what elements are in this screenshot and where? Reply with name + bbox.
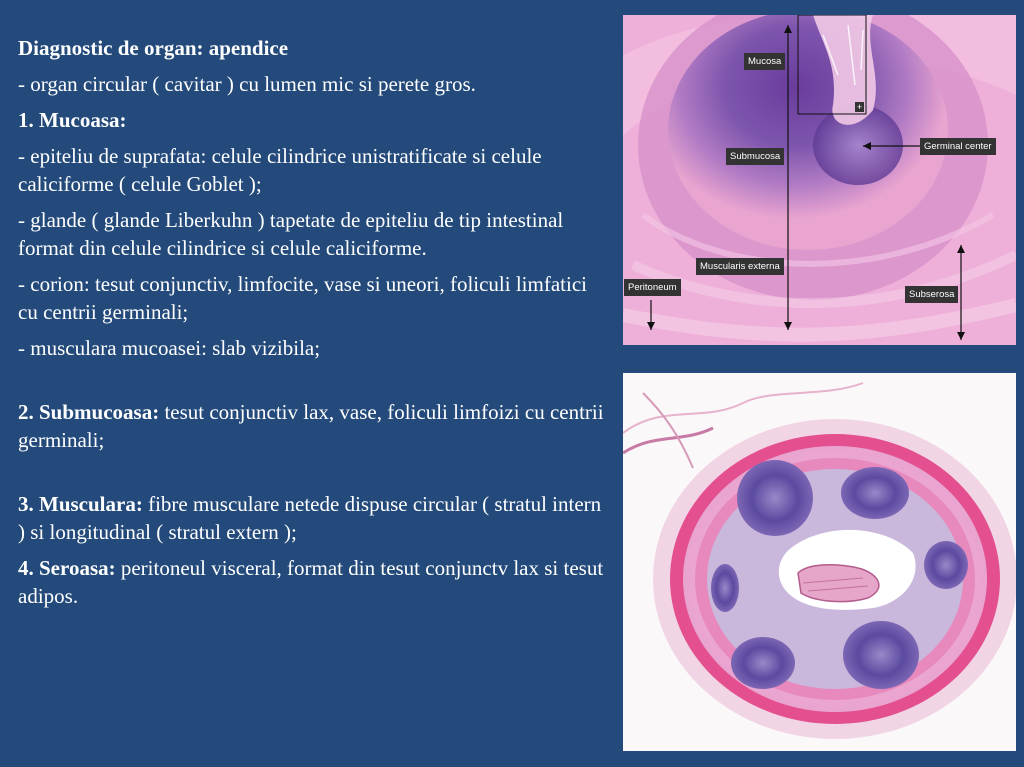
- label-muscularis-externa: Muscularis externa: [696, 258, 784, 275]
- section-2-heading: 2. Submucoasa:: [18, 400, 160, 424]
- section-1-heading: 1. Mucoasa:: [18, 108, 127, 132]
- section-1-bullet-1: - epiteliu de suprafata: celule cilindrice unistratificate si celule caliciforme ( celule Goblet );: [18, 144, 542, 196]
- lymphoid-follicle: [737, 460, 813, 536]
- section-4-heading: 4. Seroasa:: [18, 556, 116, 580]
- label-subserosa: Subserosa: [905, 286, 958, 303]
- section-3-text: fibre musculare netede dispuse circular ( stratul intern ) si longitudinal ( stratul extern );: [18, 492, 602, 544]
- section-2-text: tesut conjunctiv lax, vase, foliculi limfoizi cu centrii germinali;: [18, 400, 604, 452]
- label-mucosa: Mucosa: [744, 53, 785, 70]
- micrograph-labeled: [623, 15, 1016, 345]
- section-1-bullet-3: - corion: tesut conjunctiv, limfocite, vase si uneori, foliculi limfatici cu centrii germinali;: [18, 272, 587, 324]
- label-plus: +: [857, 102, 863, 112]
- section-1-bullet-4: - musculara mucoasei: slab vizibila;: [18, 336, 321, 360]
- label-peritoneum: Peritoneum: [624, 279, 681, 296]
- section-2: [18, 398, 608, 454]
- section-4: [18, 554, 608, 610]
- slide-title: Diagnostic de organ: apendice: [18, 36, 289, 60]
- section-3-heading: 3. Musculara:: [18, 492, 143, 516]
- section-4-text: peritoneul visceral, format din tesut conjunctv lax si tesut adipos.: [18, 556, 604, 608]
- section-3: [18, 490, 608, 546]
- label-germinal-center: Germinal center: [920, 138, 996, 155]
- text-column: [18, 34, 608, 618]
- section-1-bullet-2: - glande ( glande Liberkuhn ) tapetate de epiteliu de tip intestinal format din celule cilindrice si celule caliciforme.: [18, 208, 564, 260]
- label-submucosa: Submucosa: [726, 148, 784, 165]
- micrograph-cross-section: [623, 373, 1016, 751]
- micrograph-cross-section-image: [623, 373, 1016, 751]
- intro-text: - organ circular ( cavitar ) cu lumen mic si perete gros.: [18, 72, 476, 96]
